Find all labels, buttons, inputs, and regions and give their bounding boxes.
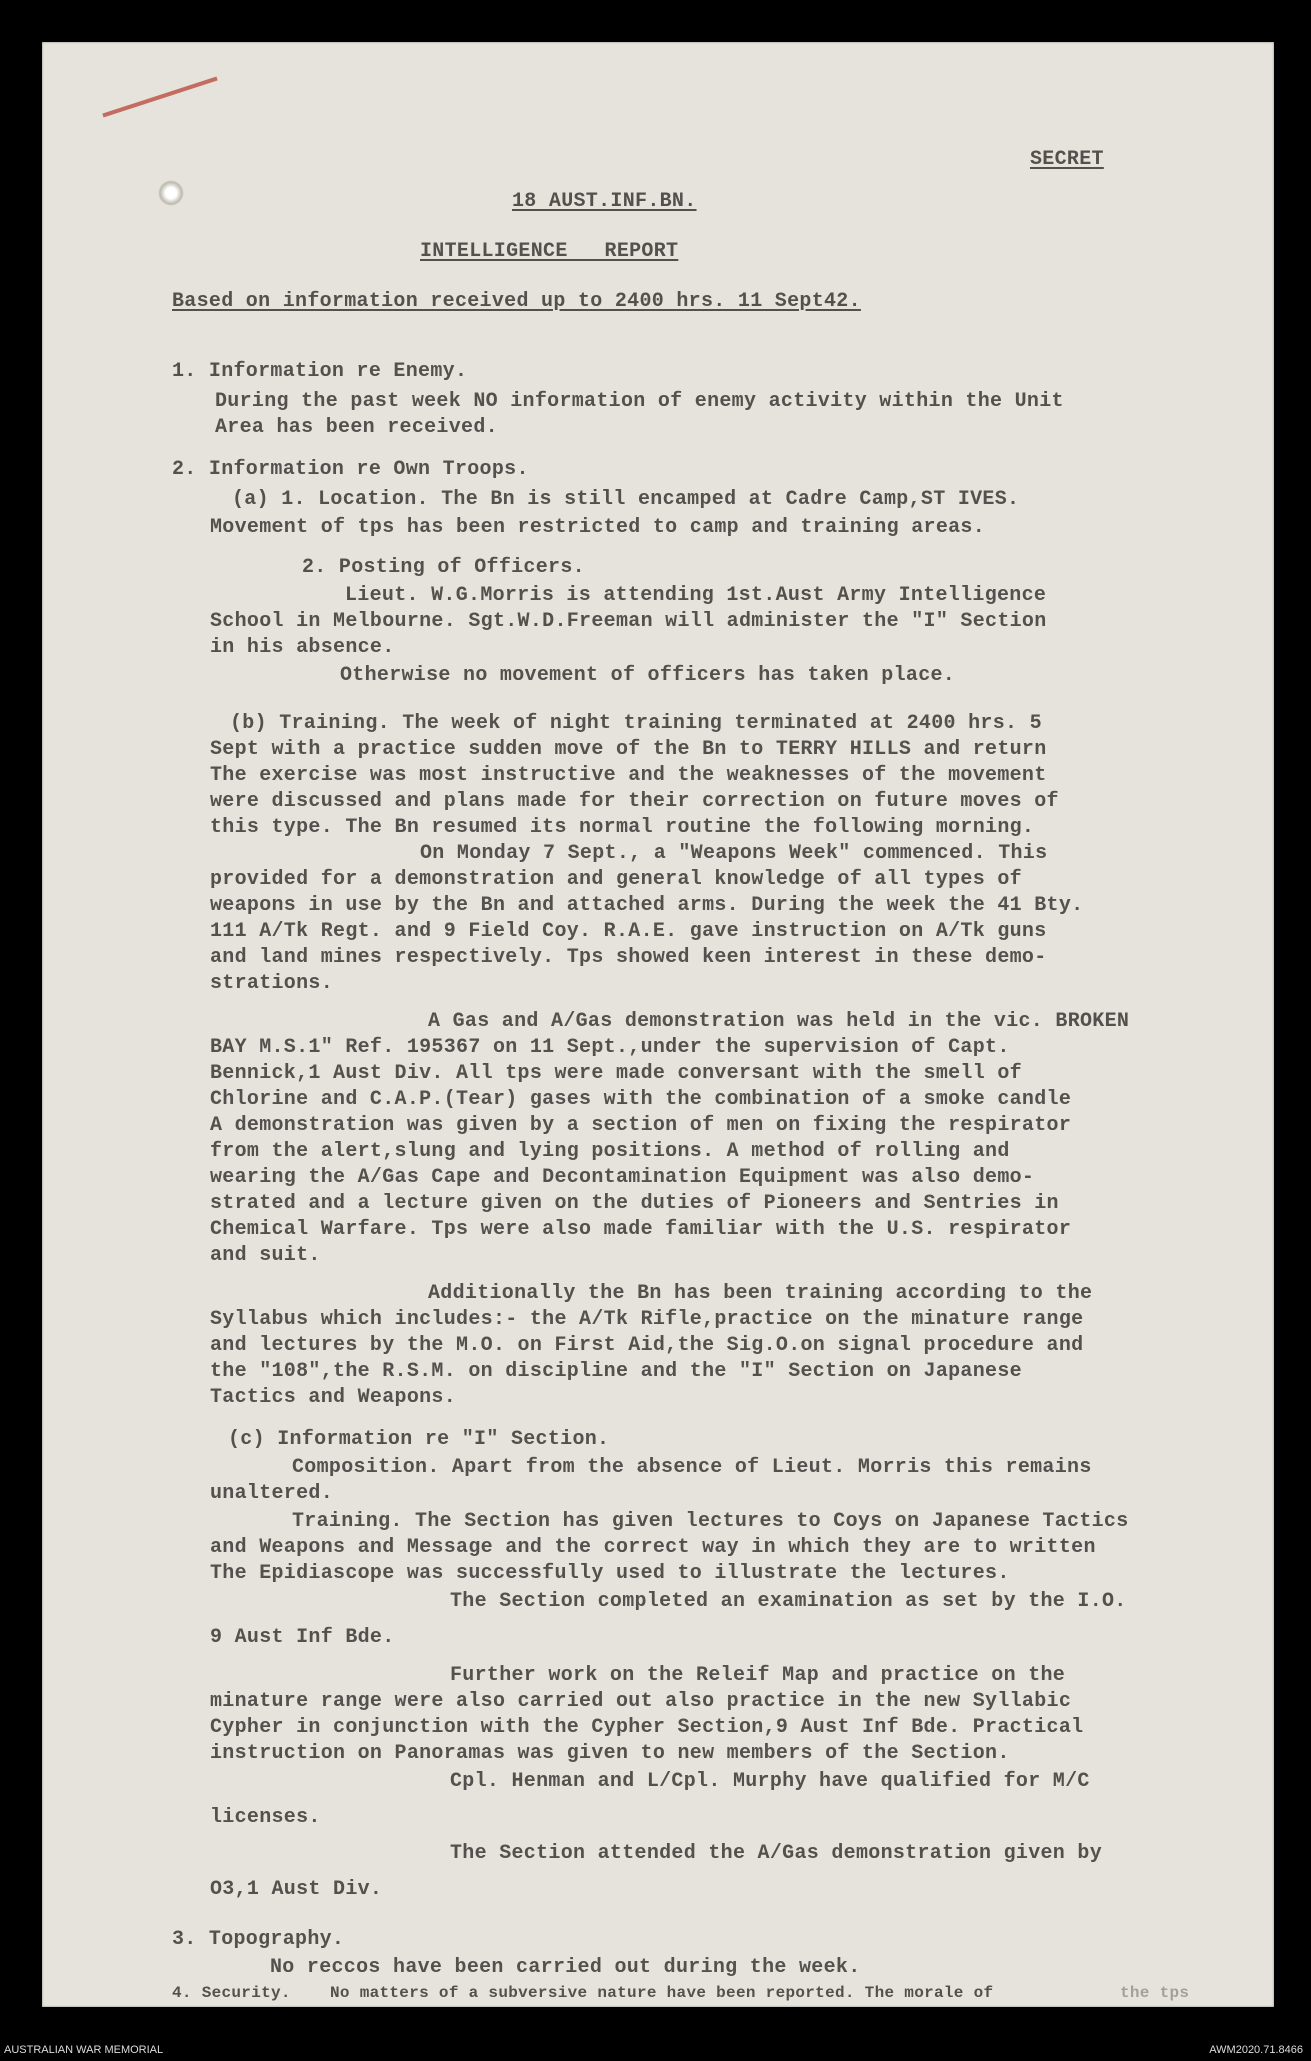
- training-line: The exercise was most instructive and the weaknesses of the movement: [210, 764, 1047, 787]
- gas-demo-line: Chlorine and C.A.P.(Tear) gases with the combination of a smoke candle: [210, 1088, 1072, 1111]
- i-section-line: Composition. Apart from the absence of Lieut. Morris this remains: [292, 1456, 1092, 1479]
- i-section-line: The Epidiascope was successfully used to illustrate the lectures.: [210, 1562, 1010, 1585]
- i-section-line: The Section attended the A/Gas demonstration given by: [450, 1842, 1103, 1865]
- syllabus-line: Tactics and Weapons.: [210, 1386, 457, 1409]
- section-3-line: No reccos have been carried out during the week.: [270, 1956, 861, 1979]
- report-title: INTELLIGENCE REPORT: [420, 240, 679, 263]
- posting-line: Otherwise no movement of officers has taken place.: [340, 664, 956, 687]
- i-section-line: and Weapons and Message and the correct way in which they are to written: [210, 1536, 1096, 1559]
- gas-demo-line: Bennick,1 Aust Div. All tps were made conversant with the smell of: [210, 1062, 1022, 1085]
- section-2-heading: 2. Information re Own Troops.: [172, 458, 529, 481]
- gas-demo-line: strated and a lecture given on the duties of Pioneers and Sentries in: [210, 1192, 1059, 1215]
- syllabus-line: the "108",the R.S.M. on discipline and the "I" Section on Japanese: [210, 1360, 1022, 1383]
- section-4-line: the tps: [1120, 1984, 1190, 2002]
- training-line: provided for a demonstration and general knowledge of all types of: [210, 868, 1022, 891]
- footer-accession: AWM2020.71.8466: [1209, 2044, 1303, 2056]
- based-on-line: Based on information received up to 2400 hrs. 11 Sept42.: [172, 290, 861, 313]
- i-section-line: 9 Aust Inf Bde.: [210, 1626, 395, 1649]
- gas-demo-line: A Gas and A/Gas demonstration was held in the vic. BROKEN: [428, 1010, 1130, 1033]
- training-line: On Monday 7 Sept., a "Weapons Week" commenced. This: [420, 842, 1048, 865]
- gas-demo-line: Chemical Warfare. Tps were also made familiar with the U.S. respirator: [210, 1218, 1072, 1241]
- i-section-heading: (c) Information re "I" Section.: [228, 1428, 610, 1451]
- i-section-line: Cpl. Henman and L/Cpl. Murphy have qualified for M/C: [450, 1770, 1090, 1793]
- unit-title: 18 AUST.INF.BN.: [512, 190, 697, 213]
- posting-line: Lieut. W.G.Morris is attending 1st.Aust Army Intelligence: [345, 584, 1047, 607]
- posting-heading: 2. Posting of Officers.: [302, 556, 585, 579]
- classification: SECRET: [1030, 148, 1104, 171]
- training-line: this type. The Bn resumed its normal routine the following morning.: [210, 816, 1035, 839]
- syllabus-line: Syllabus which includes:- the A/Tk Rifle,practice on the minature range: [210, 1308, 1084, 1331]
- location-line: (a) 1. Location. The Bn is still encamped at Cadre Camp,ST IVES.: [232, 488, 1020, 511]
- footer-credit: AUSTRALIAN WAR MEMORIAL: [4, 2044, 164, 2056]
- i-section-line: minature range were also carried out also practice in the new Syllabic: [210, 1690, 1072, 1713]
- i-section-line: instruction on Panoramas was given to new members of the Section.: [210, 1742, 1010, 1765]
- gas-demo-line: A demonstration was given by a section of men on fixing the respirator: [210, 1114, 1072, 1137]
- section-4-heading: 4. Security.: [172, 1984, 291, 2002]
- i-section-line: unaltered.: [210, 1482, 334, 1505]
- training-line: weapons in use by the Bn and attached arms. During the week the 41 Bty.: [210, 894, 1084, 917]
- section-1-line: During the past week NO information of enemy activity within the Unit: [215, 390, 1064, 413]
- syllabus-line: Additionally the Bn has been training according to the: [428, 1282, 1093, 1305]
- i-section-line: O3,1 Aust Div.: [210, 1878, 383, 1901]
- training-line: 111 A/Tk Regt. and 9 Field Coy. R.A.E. gave instruction on A/Tk guns: [210, 920, 1047, 943]
- section-1-heading: 1. Information re Enemy.: [172, 360, 468, 383]
- i-section-line: licenses.: [210, 1806, 321, 1829]
- training-line: Sept with a practice sudden move of the Bn to TERRY HILLS and return: [210, 738, 1047, 761]
- section-4-line: No matters of a subversive nature have been reported. The morale of: [330, 1984, 994, 2002]
- posting-line: in his absence.: [210, 636, 395, 659]
- training-line: and land mines respectively. Tps showed keen interest in these demo-: [210, 946, 1047, 969]
- posting-line: School in Melbourne. Sgt.W.D.Freeman will administer the "I" Section: [210, 610, 1047, 633]
- syllabus-line: and lectures by the M.O. on First Aid,the Sig.O.on signal procedure and: [210, 1334, 1084, 1357]
- gas-demo-line: and suit.: [210, 1244, 321, 1267]
- i-section-line: Training. The Section has given lectures to Coys on Japanese Tactics: [292, 1510, 1129, 1533]
- punch-hole: [158, 180, 184, 206]
- training-line: were discussed and plans made for their correction on future moves of: [210, 790, 1059, 813]
- section-3-heading: 3. Topography.: [172, 1928, 345, 1951]
- gas-demo-line: from the alert,slung and lying positions. A method of rolling and: [210, 1140, 1010, 1163]
- i-section-line: Cypher in conjunction with the Cypher Section,9 Aust Inf Bde. Practical: [210, 1716, 1084, 1739]
- gas-demo-line: BAY M.S.1" Ref. 195367 on 11 Sept.,under the supervision of Capt.: [210, 1036, 1010, 1059]
- training-line: strations.: [210, 972, 334, 995]
- i-section-line: Further work on the Releif Map and practice on the: [450, 1664, 1066, 1687]
- training-line: (b) Training. The week of night training terminated at 2400 hrs. 5: [230, 712, 1042, 735]
- location-line: Movement of tps has been restricted to camp and training areas.: [210, 516, 986, 539]
- gas-demo-line: wearing the A/Gas Cape and Decontamination Equipment was also demo-: [210, 1166, 1035, 1189]
- section-1-line: Area has been received.: [215, 416, 498, 439]
- i-section-line: The Section completed an examination as set by the I.O.: [450, 1590, 1127, 1613]
